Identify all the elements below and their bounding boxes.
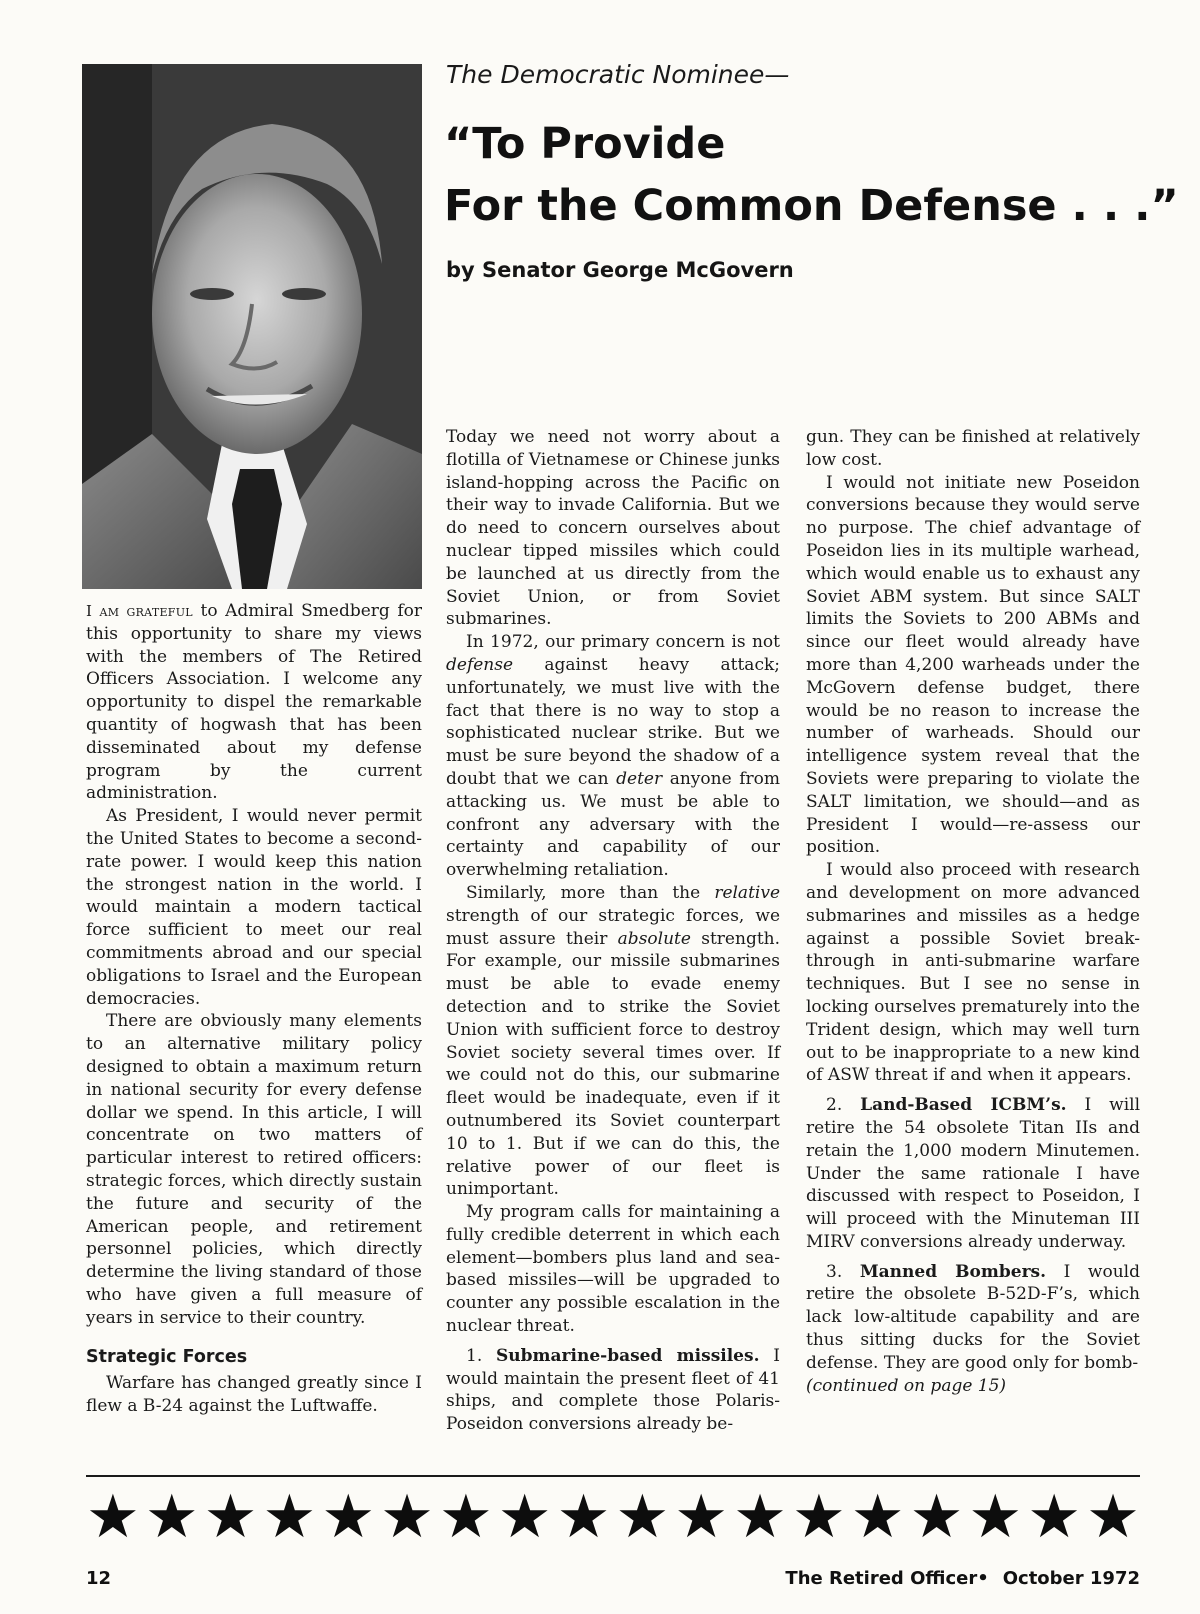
paragraph: As President, I would never permit the United States to become a second-rate power. I would keep this nation the strongest nation in the world. I would maintain a modern tactical force sufficient to meet our real commitments abroad and our special obligations to Israel and the European democracies.: [86, 806, 422, 1009]
headline-line-2: For the Common Defense . . .”: [444, 181, 1179, 231]
bullet-separator: •: [977, 1568, 989, 1589]
star-icon: ★: [321, 1482, 376, 1552]
item-heading: Land-Based ICBM’s.: [860, 1095, 1067, 1116]
star-icon: ★: [203, 1482, 258, 1552]
item-number: 2.: [826, 1095, 843, 1116]
publication-info: [785, 1568, 1140, 1589]
star-icon: ★: [733, 1482, 787, 1552]
article-byline: by Senator George McGovern: [446, 258, 794, 282]
star-icon: ★: [968, 1482, 1023, 1552]
text-run: strength. For example, our missile submarines must be able to evade enemy detection and to strike the Soviet Union with sufficient force to destroy Soviet society several times over. If we could not do this, our submarine fleet would be inadequate, even if it outnumbered its Soviet counterpart 10 to 1. But if we can do this, the relative power of our fleet is unimportant.: [446, 928, 781, 1200]
star-icon: ★: [1027, 1482, 1082, 1552]
page-footer: [86, 1568, 1140, 1589]
text-run: Similarly, more than the: [466, 882, 701, 903]
star-icon: ★: [438, 1482, 493, 1552]
publication-name: The Retired Officer: [785, 1568, 978, 1589]
star-icon: ★: [791, 1482, 846, 1552]
text-run: anyone from attacking us. We must be able to confront any adversary with the certainty and capability of our overwhelming retaliation.: [446, 768, 781, 881]
item-number: 1.: [466, 1345, 483, 1366]
paragraph: I would not initiate new Poseidon conversions because they would serve no purpose. The chief advantage of Poseidon lies in its multiple warhead, which would enable us to exhaust any Soviet ABM system. But since SALT limits the Soviets to 200 ABMs and since our fleet would already have more than 4,200 warheads under the McGovern defense budget, there would be no reason to increase the number of warheads. Should our intelligence system reveal that the Soviets were preparing to violate the SALT limitation, we should—and as President I would—re-assess our position.: [806, 472, 1140, 858]
text-column-1: [86, 600, 422, 1418]
text-run: against heavy attack; unfortunately, we must live with the fact that there is no way to stop a sophisticated nuclear strike. But we must be sure beyond the shadow of a doubt that we can: [446, 654, 780, 789]
paragraph: [446, 882, 780, 1201]
emphasis: relative: [714, 882, 781, 903]
article-headline: [444, 113, 1179, 237]
paragraph: [86, 600, 422, 805]
paragraph: [446, 631, 780, 882]
text-column-3: [806, 426, 1140, 1397]
star-icon: ★: [262, 1482, 317, 1552]
star-icon: ★: [86, 1482, 140, 1552]
star-icon: ★: [1086, 1482, 1140, 1552]
emphasis: absolute: [617, 928, 691, 949]
paragraph: Warfare has changed greatly since I flew a B-24 against the Luftwaffe.: [86, 1373, 422, 1417]
paragraph: [446, 1345, 780, 1436]
item-heading: Manned Bombers.: [859, 1261, 1047, 1282]
item-number: 3.: [826, 1261, 843, 1282]
emphasis: deter: [616, 768, 663, 789]
headline-line-1: “To Provide: [444, 119, 726, 169]
issue-date: October 1972: [1002, 1568, 1140, 1589]
emphasis: defense: [446, 654, 514, 675]
paragraph: Today we need not worry about a flotilla of Vietnamese or Chinese junks island-hopping across the Pacific on their way to invade California. But we do need to concern ourselves about nuclear tipped missiles which could be launched at us directly from the Soviet Union, or from Soviet submarines.: [446, 427, 780, 630]
page-number: 12: [86, 1568, 112, 1589]
footer-rule: [86, 1475, 1140, 1477]
paragraph: My program calls for maintaining a fully credible deterrent in which each element—bombers plus land and sea-based missiles—will be upgraded to counter any possible escalation in the nuclear threat.: [446, 1202, 780, 1337]
star-icon: ★: [497, 1482, 552, 1552]
item-heading: Submarine-based missiles.: [496, 1345, 760, 1366]
text-column-2: [446, 426, 780, 1436]
portrait-photo: [82, 64, 422, 589]
star-icon: ★: [615, 1482, 670, 1552]
paragraph: [806, 1094, 1140, 1254]
star-icon: ★: [144, 1482, 199, 1552]
continued-note: (continued on page 15): [806, 1375, 1007, 1396]
text-run: In 1972, our primary concern is not: [466, 632, 780, 653]
star-icon: ★: [850, 1482, 905, 1552]
paragraph-text: to Admiral Smedberg for this opportunity to share my views with the members of The Retired Officers Association. I welcome any opportunity to dispel the remarkable quantity of hogwash that has been disseminated about my defense program by the current administration.: [86, 601, 422, 804]
star-icon: ★: [909, 1482, 964, 1552]
star-border: [86, 1482, 1140, 1552]
text-run: I would retire the obsolete B-52D-F’s, which lack low-altitude capability and are thus sitting ducks for the Soviet defense. They are good only for bomb-: [806, 1261, 1140, 1373]
paragraph: There are obviously many elements to an alternative military policy designed to obtain a maximum return in national security for every defense dollar we spend. In this article, I will concentrate on two matters of particular interest to retired officers: strategic forces, which directly sustain the future and security of the American people, and retirement personnel policies, which directly determine the living standard of those who have given a full measure of years in service to their country.: [86, 1011, 422, 1328]
text-run: strength of our strategic forces, we must assure their: [446, 905, 780, 949]
section-subhead: Strategic Forces: [86, 1346, 248, 1367]
lead-in-caps: I am grateful: [86, 602, 193, 620]
portrait-icon: [82, 64, 422, 589]
text-run: I will retire the 54 obsolete Titan IIs and retain the 1,000 modern Minutemen. Under the same rationale I have discussed with respect to Poseidon, I will proceed with the Minuteman III MIRV conversions already underway.: [806, 1095, 1141, 1252]
text-run: I would maintain the present fleet of 41 ships, and complete those Polaris-Poseidon conversions already be-: [446, 1345, 781, 1435]
star-icon: ★: [674, 1482, 729, 1552]
article-kicker: The Democratic Nominee—: [446, 60, 790, 89]
paragraph: I would also proceed with research and development on more advanced submarines and missiles as a hedge against a possible Soviet break-through in anti-submarine warfare techniques. But I see no sense in locking ourselves prematurely into the Trident design, which may well turn out to be inappropriate to a new kind of ASW threat if and when it appears.: [806, 860, 1140, 1086]
paragraph: [806, 1261, 1140, 1375]
star-icon: ★: [556, 1482, 611, 1552]
star-icon: ★: [380, 1482, 434, 1552]
paragraph: gun. They can be finished at relatively low cost.: [806, 427, 1140, 470]
